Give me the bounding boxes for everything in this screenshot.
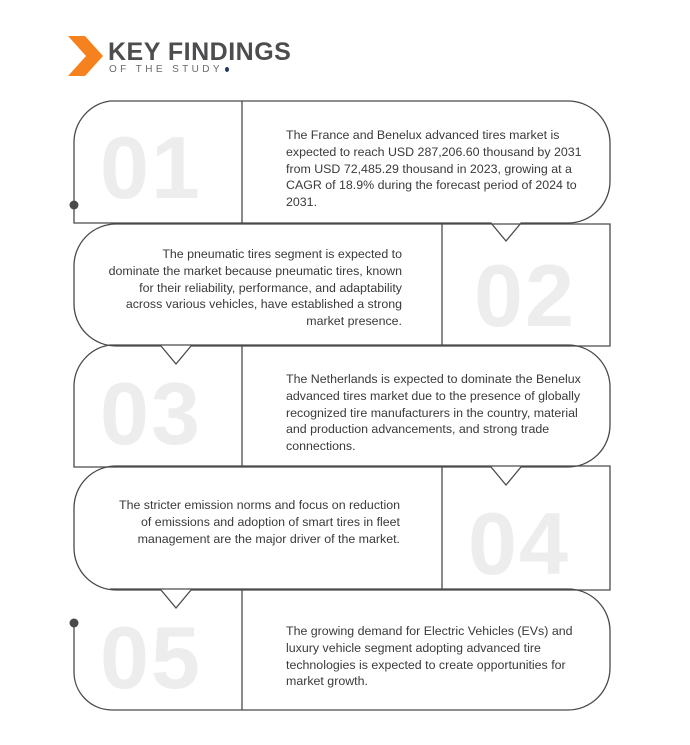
- finding-text-03: The Netherlands is expected to dominate the Benelux advanced tires market due to the presence of globally recognized tire manufacturers in the country, material and production advancements, and strong trade connections.: [286, 372, 581, 454]
- finding-text-04: The stricter emission norms and focus on reduction of emissions and adoption of smart tires in fleet management are the major driver of the market.: [119, 498, 400, 546]
- finding-text-02: The pneumatic tires segment is expected to dominate the market because pneumatic tires, known for their reliability, performance, and adaptability across various vehicles, have established a strong market presence.: [108, 247, 402, 329]
- timeline-dot-start: [70, 201, 79, 210]
- page-subtitle-text: OF THE STUDY: [109, 64, 223, 75]
- finding-text-01: The France and Benelux advanced tires market is expected to reach USD 287,206.60 thousand by 2031 from USD 72,485.29 thousand in 2023, growing at a CAGR of 18.9% during the forecast period of 2024 to 2031.: [286, 128, 582, 210]
- page-title: KEY FINDINGS: [108, 38, 292, 66]
- finding-text-05: The growing demand for Electric Vehicles (EVs) and luxury vehicle segment adopting advanced tire technologies is expected to create opportunities for market growth.: [286, 624, 573, 689]
- finding-number-04: 04: [468, 494, 570, 593]
- timeline-dot-end: [70, 619, 79, 628]
- finding-number-01: 01: [100, 118, 202, 217]
- finding-number-02: 02: [474, 246, 576, 345]
- finding-number-05: 05: [100, 608, 202, 707]
- finding-number-03: 03: [100, 364, 202, 463]
